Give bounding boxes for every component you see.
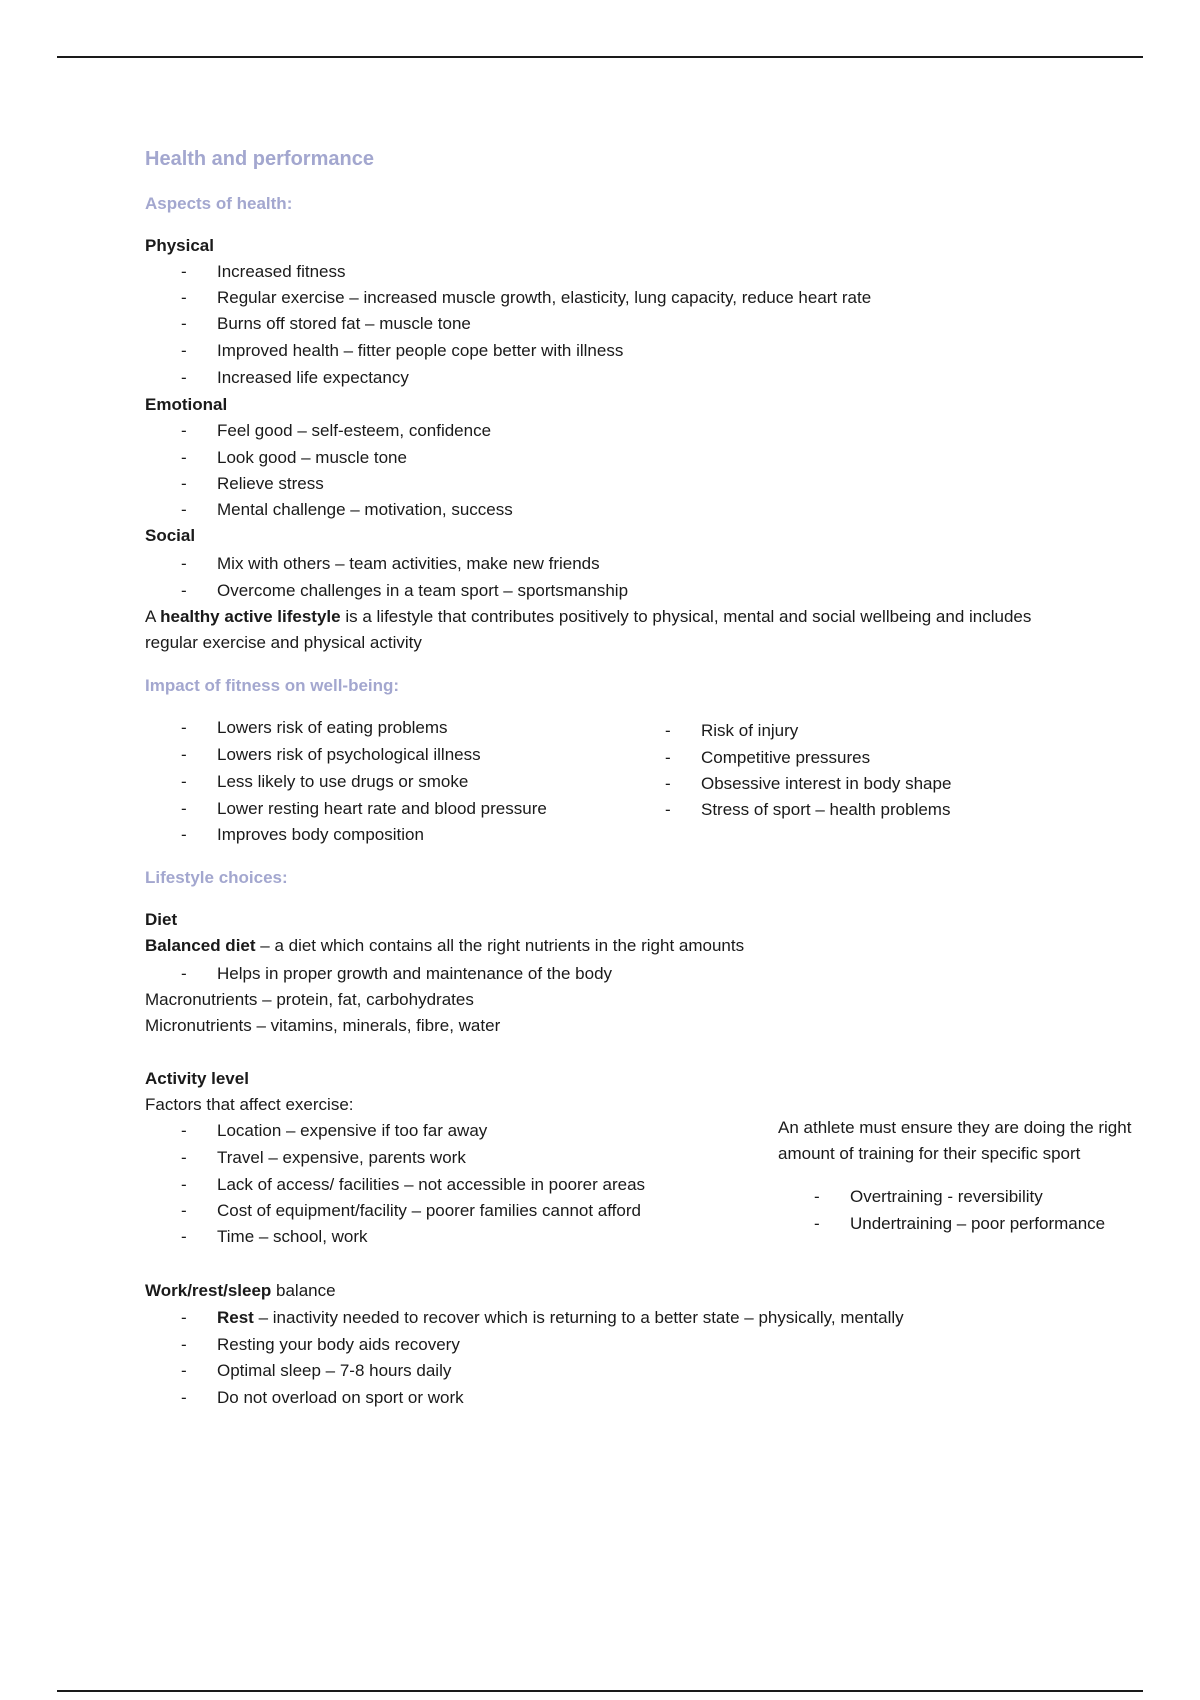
bullet-dash: - xyxy=(181,421,187,440)
activity-label: Activity level xyxy=(145,1069,249,1088)
header-rule xyxy=(57,56,1143,58)
activity-intro: Factors that affect exercise: xyxy=(145,1095,354,1114)
bullet-dash: - xyxy=(665,774,671,793)
bullet-dash: - xyxy=(181,1361,187,1380)
bullet-dash: - xyxy=(181,314,187,333)
lifestyle-heading: Lifestyle choices: xyxy=(145,868,288,887)
bullet-dash: - xyxy=(181,500,187,519)
bullet-dash: - xyxy=(181,368,187,387)
diet-label: Diet xyxy=(145,910,178,929)
bullet-dash: - xyxy=(181,1335,187,1354)
macronutrients-line: Macronutrients – protein, fat, carbohydrates xyxy=(145,990,474,1009)
bullet-dash: - xyxy=(181,1201,187,1220)
bullet-dash: - xyxy=(814,1187,820,1206)
social-label: Social xyxy=(145,526,196,545)
bullet-dash: - xyxy=(181,745,187,764)
bullet-dash: - xyxy=(181,341,187,360)
bullet-dash: - xyxy=(181,718,187,737)
footer-rule xyxy=(57,1690,1143,1692)
bullet-dash: - xyxy=(181,554,187,573)
balanced-diet-definition: Balanced diet – a diet which contains all the right nutrients in the right amounts xyxy=(145,936,745,955)
bullet-dash: - xyxy=(181,964,187,983)
bullet-dash: - xyxy=(181,448,187,467)
physical-label: Physical xyxy=(145,236,214,255)
bullet-dash: - xyxy=(665,800,671,819)
bullet-dash: - xyxy=(181,1227,187,1246)
bullet-dash: - xyxy=(181,1175,187,1194)
bullet-dash: - xyxy=(181,772,187,791)
bullet-dash: - xyxy=(181,1148,187,1167)
bullet-dash: - xyxy=(814,1214,820,1233)
micronutrients-line: Micronutrients – vitamins, minerals, fibre, water xyxy=(145,1016,501,1035)
healthy-lifestyle-definition: A healthy active lifestyle is a lifestyle that contributes positively to physical, mental and social wellbeing and includes regular exercise and physical activity xyxy=(145,607,1032,652)
impact-heading: Impact of fitness on well-being: xyxy=(145,676,400,695)
balance-label: Work/rest/sleep balance xyxy=(145,1281,336,1300)
aspects-heading: Aspects of health: xyxy=(145,194,293,213)
training-side-note: An athlete must ensure they are doing the right amount of training for their specific sport xyxy=(778,1118,1132,1163)
bullet-dash: - xyxy=(181,262,187,281)
bullet-dash: - xyxy=(181,1121,187,1140)
bullet-dash: - xyxy=(181,288,187,307)
bullet-dash: - xyxy=(181,1308,187,1327)
page-title: Health and performance xyxy=(145,148,374,170)
bullet-dash: - xyxy=(181,799,187,818)
emotional-label: Emotional xyxy=(145,395,228,414)
bullet-dash: - xyxy=(665,721,671,740)
bullet-dash: - xyxy=(181,1388,187,1407)
bullet-dash: - xyxy=(181,825,187,844)
bullet-dash: - xyxy=(181,581,187,600)
bullet-dash: - xyxy=(181,474,187,493)
bullet-dash: - xyxy=(665,748,671,767)
